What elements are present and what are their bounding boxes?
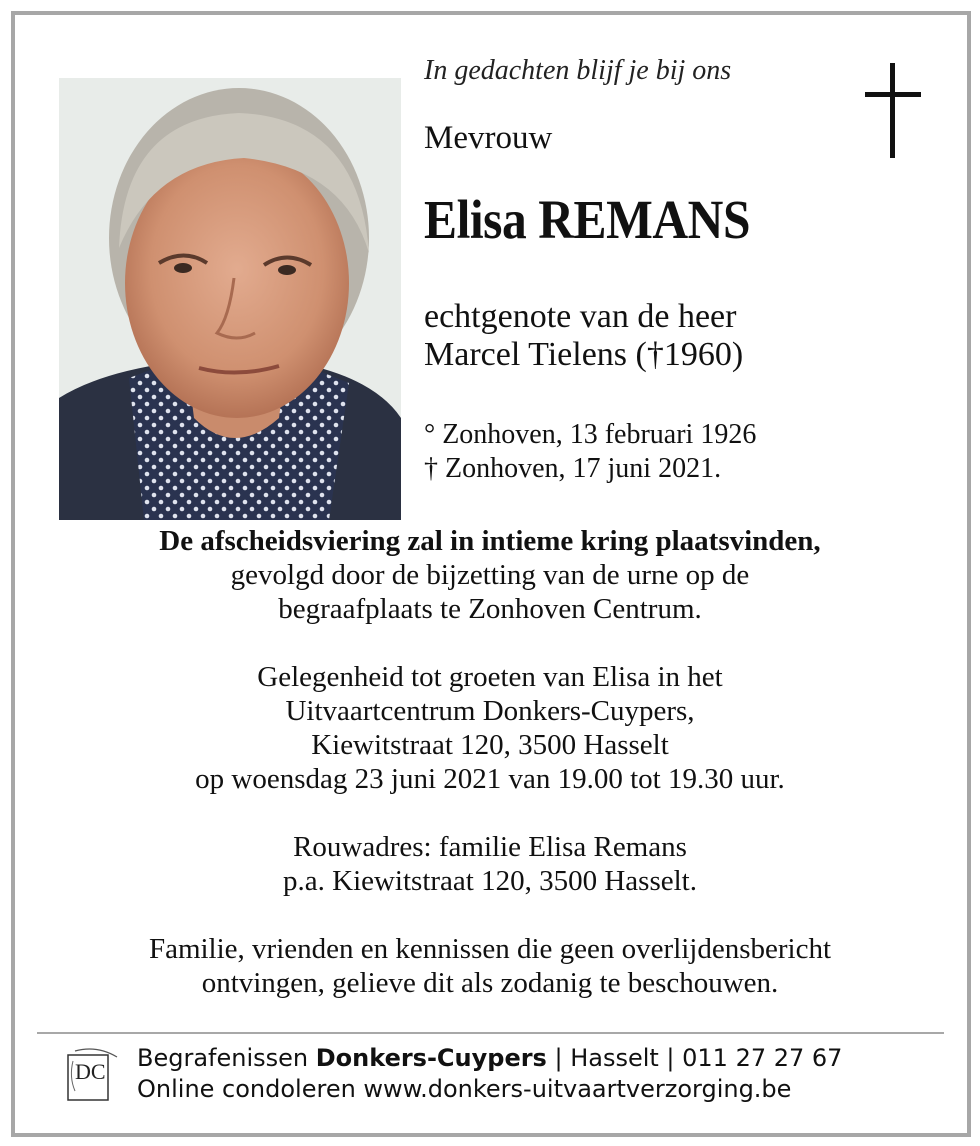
life-dates — [424, 418, 756, 486]
visitation-line: Uitvaartcentrum Donkers-Cuypers, — [285, 695, 695, 727]
spouse-name: Marcel Tielens (†1960) — [424, 336, 744, 373]
funeral-home-footer — [137, 1043, 842, 1105]
memorial-motto: In gedachten blijf je bij ons — [424, 55, 732, 86]
mourning-address-line: Rouwadres: familie Elisa Remans — [293, 831, 687, 863]
visitation-line: Gelegenheid tot groeten van Elisa in het — [257, 661, 723, 693]
footer-divider — [37, 1032, 944, 1034]
ceremony-line: begraafplaats te Zonhoven Centrum. — [278, 593, 702, 625]
death-date: † Zonhoven, 17 juni 2021. — [424, 453, 722, 484]
spouse-info — [424, 298, 743, 374]
dc-monogram-logo — [67, 1047, 119, 1102]
honorific: Mevrouw — [424, 120, 553, 156]
latin-cross-icon — [865, 63, 923, 159]
ceremony-line: De afscheidsviering zal in intieme kring plaatsvinden, — [159, 525, 821, 557]
funeral-home-line — [137, 1043, 842, 1074]
notice-line: ontvingen, gelieve dit als zodanig te beschouwen. — [201, 967, 779, 999]
company-name: Donkers-Cuypers — [315, 1044, 547, 1072]
footer-contact: | Hasselt | 011 27 27 67 — [546, 1044, 843, 1072]
visitation-line: op woensdag 23 juni 2021 van 19.00 tot 19.30 uur. — [195, 763, 785, 795]
mourning-address-line: p.a. Kiewitstraat 120, 3500 Hasselt. — [283, 865, 697, 897]
birth-date: ° Zonhoven, 13 februari 1926 — [424, 419, 757, 450]
announcement-body — [30, 524, 950, 1000]
ceremony-line: gevolgd door de bijzetting van de urne op de — [230, 559, 750, 591]
portrait-photo — [59, 78, 401, 520]
deceased-name: Elisa REMANS — [424, 189, 751, 250]
visitation-line: Kiewitstraat 120, 3500 Hasselt — [311, 729, 669, 761]
online-condolence-line: Online condoleren www.donkers-uitvaartverzorging.be — [137, 1075, 792, 1103]
notice-line: Familie, vrienden en kennissen die geen overlijdensbericht — [148, 933, 832, 965]
spouse-line: echtgenote van de heer — [424, 298, 737, 335]
footer-prefix: Begrafenissen — [137, 1044, 316, 1072]
logo-letters: DC — [75, 1059, 106, 1084]
